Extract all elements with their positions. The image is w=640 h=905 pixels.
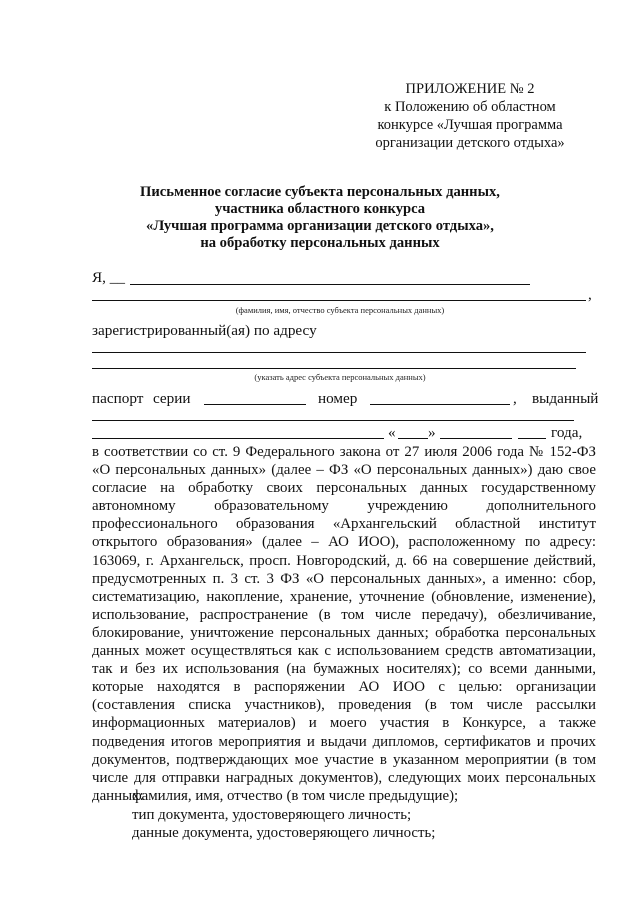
year-field[interactable] xyxy=(518,438,546,439)
appendix-line-4: организации детского отдыха» xyxy=(375,135,565,151)
month-field[interactable] xyxy=(440,438,512,439)
number-label: номер xyxy=(318,390,358,407)
quote-close: » xyxy=(428,424,436,441)
title-line-2: участника областного конкурса xyxy=(214,201,426,217)
number-field[interactable] xyxy=(370,404,510,405)
title-line-3: «Лучшая программа организации детского отдыха», xyxy=(146,218,494,234)
appendix-line-3: конкурсе «Лучшая программа xyxy=(377,117,563,133)
name-field-line-2[interactable] xyxy=(92,300,586,301)
address-caption: (указать адрес субъекта персональных данных) xyxy=(254,372,426,382)
ya-label: Я, __ xyxy=(92,269,125,286)
address-field-line-2[interactable] xyxy=(92,368,576,369)
issued-label: выданный xyxy=(532,390,599,407)
passport-label: паспорт xyxy=(92,390,144,407)
name-comma: , xyxy=(588,286,592,303)
registered-label: зарегистрированный(ая) по адресу xyxy=(92,322,317,339)
series-field[interactable] xyxy=(204,404,306,405)
appendix-line-2: к Положению об областном xyxy=(384,99,556,115)
appendix-line-1: ПРИЛОЖЕНИЕ № 2 xyxy=(405,81,535,97)
day-field[interactable] xyxy=(398,438,428,439)
issued-by-field[interactable] xyxy=(92,420,574,421)
list-item: фамилия, имя, отчество (в том числе предыдущие); xyxy=(132,788,459,804)
title-line-1: Письменное согласие субъекта персональных данных, xyxy=(140,184,500,200)
name-field-line-1[interactable] xyxy=(130,284,530,285)
list-item: данные документа, удостоверяющего личность; xyxy=(132,825,436,842)
document-title xyxy=(100,184,540,252)
consent-paragraph: в соответствии со ст. 9 Федерального закона от 27 июля 2006 года № 152-ФЗ «О персональных данных» (далее – ФЗ «О персональных данных») даю свое согласие на обработку своих персональных данных государственному автономному образовательному учреждению дополнительного профессионального образования «Архангельский областной институт открытого образования» (далее – АО ИОО), расположенному по адресу: 163069, г. Архангельск, просп. Новгородский, д. 66 на совершение действий, предусмотренных п. 3 ст. 3 ФЗ «О персональных данных», а именно: сбор, систематизацию, накопление, хранение, уточнение (обновление, изменение), использование, распространение (в том числе передачу), обезличивание, блокирование, уничтожение персональных данных; обработка персональных данных может осуществляться как с использованием средств автоматизации, так и без их использования (на бумажных носителях); со всеми данными, которые находятся в распоряжении АО ИОО с целью: организации (составления списка участников), проведения (в том числе рассылки информационных материалов) и моего участия в Конкурсе, а также подведения итогов мероприятия и выдачи дипломов, сертификатов и прочих документов, подтверждающих мое участие в указанном мероприятии (в том числе для отправки наградных документов), следующих моих персональных данных: xyxy=(92,444,596,804)
list-item: тип документа, удостоверяющего личность; xyxy=(132,806,412,823)
appendix-header xyxy=(360,80,580,152)
series-label: серии xyxy=(153,390,191,407)
consent-body xyxy=(92,443,596,805)
personal-data-list xyxy=(132,787,592,843)
issuer-field-cont[interactable] xyxy=(92,438,384,439)
quote-open: « xyxy=(388,424,396,441)
year-label: года, xyxy=(551,424,583,441)
name-caption: (фамилия, имя, отчество субъекта персональных данных) xyxy=(235,305,445,315)
number-comma: , xyxy=(513,390,517,407)
address-field-line-1[interactable] xyxy=(92,352,586,353)
title-line-4: на обработку персональных данных xyxy=(200,235,440,251)
